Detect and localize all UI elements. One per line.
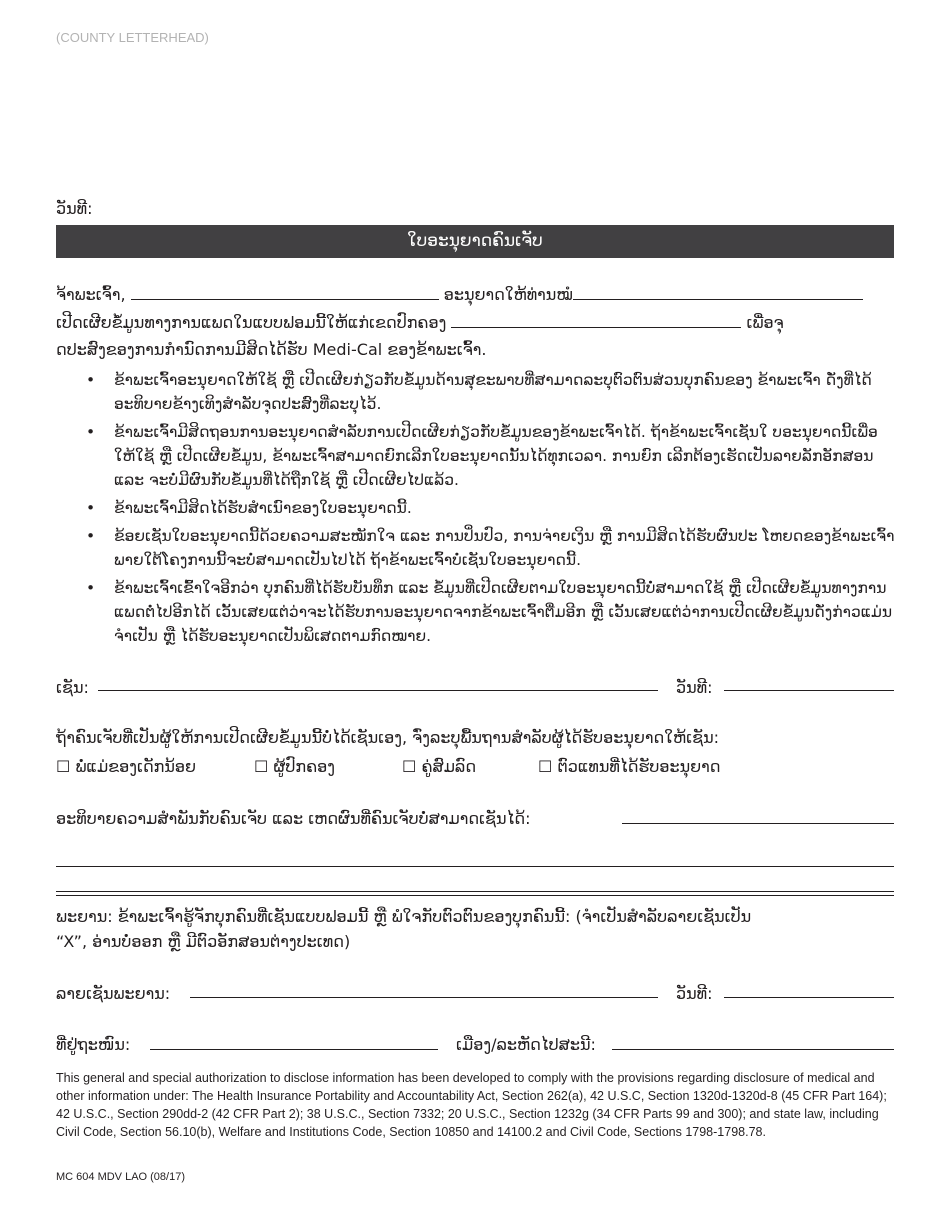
bullet-icon: • — [86, 423, 96, 441]
disclose-label: ເປີດເຜີຍຂໍ້ມູນທາງການແພດໃນແບບຟອມນີ້ໃຫ້ແກ່ເຂດປົກຄອງ — [56, 313, 447, 332]
other-signer-instruction: ຖ້າຄົນເຈັບທີ່ເປັນຜູ້ໃຫ້ການເປີດເຜີຍຂໍ້ມູນນີ້ບໍ່ໄດ້ເຊັນເອງ, ຈົ່ງລະບຸພື້ນຖານສໍາລັບຜູ້ໄດ້ຮັບອະນຸຍາດໃຫ້ເຊັນ: — [56, 728, 719, 747]
checkbox-label: ຕົວແທນທີ່ໄດ້ຮັບອະນຸຍາດ — [557, 757, 721, 776]
witness-signature-field[interactable] — [190, 997, 658, 998]
term-item — [56, 420, 896, 492]
city-zip-label: ເມືອງ/ລະຫັດໄປສະນີ: — [456, 1035, 596, 1054]
relationship-field[interactable] — [622, 823, 894, 824]
witness-date-field[interactable] — [724, 997, 894, 998]
street-address-label: ທີ່ຢູ່ຖະໜົນ: — [56, 1035, 131, 1054]
checkbox-icon: ☐ — [538, 757, 553, 776]
authorization-terms-list — [56, 368, 896, 652]
term-text: ຂ້າພະເຈົ້າເຂົ້າໃຈອີກວ່າ ບຸກຄົນທີ່ໄດ້ຮັບບັນທຶກ ແລະ ຂໍ້ມູນທີ່ເປີດເຜີຍຕາມໃບອະນຸຍາດນີ້ບໍ່ສາມາດໃຊ້ ຫຼື ເປີດເຜີຍຂໍ້ມູນທາງການແພດຕໍ່ໄປອີກໄດ້ ເວັ້ນເສຍແຕ່ວ່າຈະໄດ້ຮັບການອະນຸຍາດຈາກຂ້າພະເຈົ້າຕື່ມອີກ ຫຼື ເວັ້ນເສຍແຕ່ວ່າການເປີດເຜີຍຂໍ້ມູນດັ່ງກ່າວແມ່ນຈໍາເປັນ ຫຼື ໄດ້ຮັບອະນຸຍາດເປັນພິເສດຕາມກົດໝາຍ. — [114, 579, 893, 645]
purpose-label: ເພື່ອຈຸ — [746, 313, 784, 332]
checkbox-authorized-rep[interactable] — [538, 756, 720, 778]
bullet-icon: • — [86, 579, 96, 597]
legal-disclaimer: This general and special authorization to disclose information has been developed to comply with the provisions regarding disclosure of medical and other information under: The Health Insurance Portability and Accountability Act, Section 262(a), 42 U.S.C, Section 1320d-1320d-8 (45 CFR Part 164); 42 U.S.C., Section 290dd-2 (42 CFR Part 2); 38 U.S.C., Section 7332; 20 U.S.C., Section 1232g (34 CFR Parts 99 and 300); and state law, including Civil Code, Section 56.10(b), Welfare and Institutions Code, Section 10850 and 14100.2 and Civil Code, Sections 1798-1798.78. — [56, 1071, 887, 1139]
section-divider-bottom — [56, 895, 894, 896]
intro-line-1 — [56, 283, 894, 306]
relationship-label: ອະທິບາຍຄວາມສໍາພັນກັບຄົນເຈັບ ແລະ ເຫດຜົນທີ່ຄົນເຈັບບໍ່ສາມາດເຊັນໄດ້: — [56, 809, 531, 828]
i-label: ຈ້າພະເຈົ້າ, — [56, 285, 126, 304]
term-text: ຂ້າພະເຈົ້າອະນຸຍາດໃຫ້ໃຊ້ ຫຼື ເປີດເຜີຍກ່ຽວກັບຂໍ້ມູນດ້ານສຸຂະພາບທີ່ສາມາດລະບຸຕົວຕົນສ່ວນບຸກຄົນຂອງ ຂ້າພະເຈົ້າ ດັ່ງທີ່ໄດ້ອະທິບາຍຂ້າງເທິງສໍາລັບຈຸດປະສົງທີ່ລະບຸໄວ້. — [114, 371, 872, 413]
bullet-icon: • — [86, 527, 96, 545]
intro-line-3: ດປະສົງຂອງການກໍານົດການມີສິດໄດ້ຮັບ Medi-Cal ຂອງຂ້າພະເຈົ້າ. — [56, 340, 487, 359]
term-item — [56, 368, 896, 416]
form-title-bar — [56, 225, 894, 258]
top-date-row — [56, 198, 894, 220]
doctor-name-field[interactable] — [573, 283, 863, 300]
signature-label: ເຊັນ: — [56, 678, 89, 697]
relationship-field-line-2[interactable] — [56, 866, 894, 867]
witness-signature-label: ລາຍເຊັນພະຍານ: — [56, 984, 171, 1003]
checkbox-icon: ☐ — [254, 757, 269, 776]
patient-name-field[interactable] — [131, 283, 439, 300]
bullet-icon: • — [86, 499, 96, 517]
signature-date-label: ວັນທີ: — [676, 678, 713, 697]
term-item — [56, 496, 896, 520]
street-address-field[interactable] — [150, 1049, 438, 1050]
term-text: ຂ້າພະເຈົ້າມີສິດໄດ້ຮັບສໍາເນົາຂອງໃບອະນຸຍາດນີ້. — [114, 499, 412, 517]
county-letterhead-placeholder: (COUNTY LETTERHEAD) — [56, 30, 209, 45]
checkbox-spouse[interactable] — [402, 756, 476, 778]
term-text: ຂ້ອຍເຊັນໃບອະນຸຍາດນີ້ດ້ວຍຄວາມສະໝັກໃຈ ແລະ ການປິ່ນປົວ, ການຈ່າຍເງິນ ຫຼື ການມີສິດໄດ້ຮັບຜົນປະ ໂຫຍດຂອງຂ້າພະເຈົ້າພາຍໃຕ້ໂຄງການນີ້ຈະບໍ່ສາມາດເປັນໄປໄດ້ ຖ້າຂ້າພະເຈົ້າບໍ່ເຊັນໃບອະນຸຍາດນີ້. — [114, 527, 895, 569]
section-divider-top — [56, 891, 894, 892]
checkbox-guardian[interactable] — [254, 756, 335, 778]
witness-statement-line-1: ພະຍານ: ຂ້າພະເຈົ້າຮູ້ຈັກບຸກຄົນທີ່ເຊັນແບບຟອມນີ້ ຫຼື ພໍໃຈກັບຕົວຕົນຂອງບຸກຄົນນີ້: (ຈໍາເປັນສໍາລັບລາຍເຊັນເປັນ — [56, 907, 752, 926]
term-item — [56, 576, 896, 648]
signature-date-field[interactable] — [724, 690, 894, 691]
checkbox-icon: ☐ — [56, 757, 71, 776]
county-name-field[interactable] — [451, 311, 741, 328]
intro-line-2 — [56, 311, 894, 334]
term-item — [56, 524, 896, 572]
witness-date-label: ວັນທີ: — [676, 984, 713, 1003]
witness-statement-line-2: “X”, ອ່ານບໍ່ອອກ ຫຼື ມີຕົວອັກສອນຕ່າງປະເທດ) — [56, 932, 351, 951]
top-date-label: ວັນທີ: — [56, 199, 93, 218]
checkbox-icon: ☐ — [402, 757, 417, 776]
signature-field[interactable] — [98, 690, 658, 691]
authorize-label: ອະນຸຍາດໃຫ້ທ່ານໝໍ — [443, 285, 573, 304]
checkbox-label: ຜູ້ປົກຄອງ — [273, 757, 335, 776]
checkbox-label: ຄູ່ສົມລົດ — [421, 757, 477, 776]
form-number: MC 604 MDV LAO (08/17) — [56, 1171, 185, 1183]
bullet-icon: • — [86, 371, 96, 389]
form-title: ໃບອະນຸຍາດຄົນເຈັບ — [407, 231, 543, 251]
city-zip-field[interactable] — [612, 1049, 894, 1050]
checkbox-parent[interactable] — [56, 756, 196, 778]
checkbox-label: ພໍ່ແມ່ຂອງເດັກນ້ອຍ — [75, 757, 197, 776]
term-text: ຂ້າພະເຈົ້າມີສິດຖອນການອະນຸຍາດສໍາລັບການເປີດເຜີຍກ່ຽວກັບຂໍ້ມູນຂອງຂ້າພະເຈົ້າໄດ້. ຖ້າຂ້າພະເຈົ້າເຊັນໃ ບອະນຸຍາດນີ້ເພື່ອໃຫ້ໃຊ້ ຫຼື ເປີດເຜີຍຂໍ້ມູນ, ຂ້າພະເຈົ້າສາມາດຍົກເລີກໃບອະນຸຍາດນັ້ນໄດ້ທຸກເວລາ. ການຍົກ ເລີກຕ້ອງເຮັດເປັນລາຍລັກອັກສອນ ແລະ ຈະບໍ່ມີຜົນກັບຂໍ້ມູນທີ່ໄດ້ຖືກໃຊ້ ຫຼື ເປີດເຜີຍໄປແລ້ວ. — [114, 423, 878, 489]
